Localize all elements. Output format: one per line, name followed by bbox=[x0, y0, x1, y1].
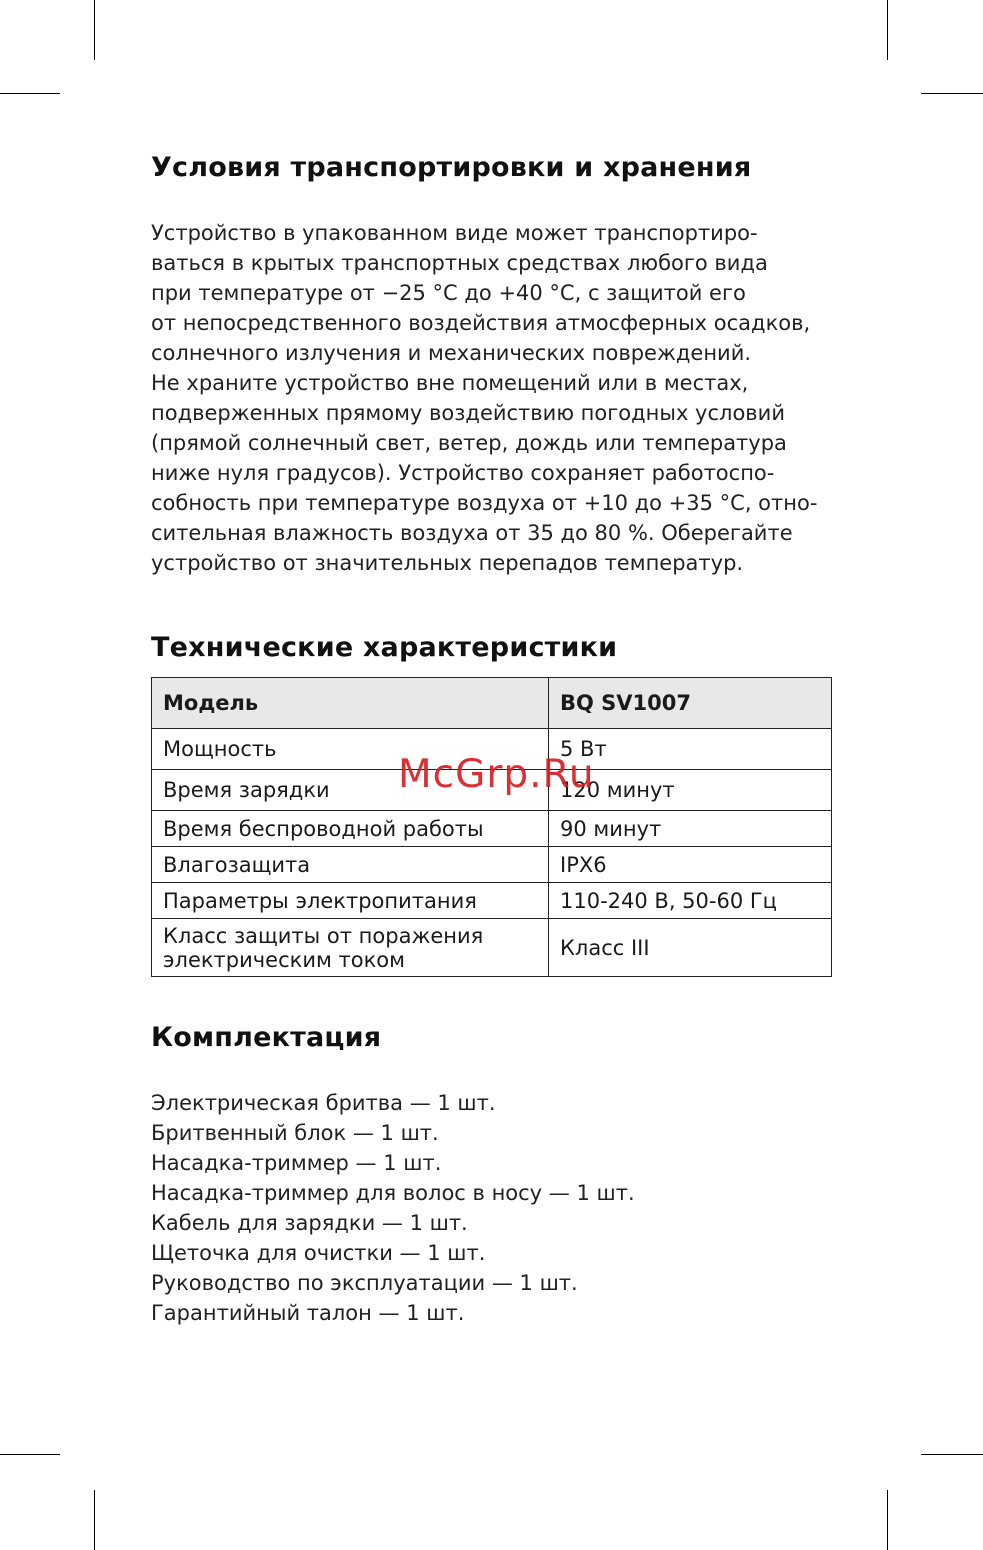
spec-label-cell: Мощность bbox=[152, 729, 549, 770]
storage-line: собность при температуре воздуха от +10 до +35 °С, отно- bbox=[151, 491, 818, 515]
table-row bbox=[152, 811, 832, 847]
crop-mark-left-bottom bbox=[0, 1454, 60, 1455]
list-item: Гарантийный талон — 1 шт. bbox=[151, 1301, 465, 1325]
header-value-cell: BQ SV1007 bbox=[549, 678, 832, 729]
storage-line: подверженных прямому воздействию погодных условий bbox=[151, 401, 785, 425]
crop-mark-right-top bbox=[921, 93, 983, 94]
spec-label-cell: Класс защиты от поражения электрическим током bbox=[152, 919, 549, 977]
storage-line: солнечного излучения и механических повреждений. bbox=[151, 341, 752, 365]
table-row bbox=[152, 883, 832, 919]
storage-line: ниже нуля градусов). Устройство сохраняет работоспо- bbox=[151, 461, 775, 485]
specs-heading: Технические характеристики bbox=[151, 632, 618, 663]
list-item: Электрическая бритва — 1 шт. bbox=[151, 1091, 496, 1115]
spec-value-cell: IPX6 bbox=[549, 847, 832, 883]
table-header-row bbox=[152, 678, 832, 729]
spec-label-cell: Влагозащита bbox=[152, 847, 549, 883]
kit-heading: Комплектация bbox=[151, 1022, 382, 1053]
storage-line: (прямой солнечный свет, ветер, дождь или температура bbox=[151, 431, 787, 455]
crop-mark-top-right bbox=[887, 0, 888, 60]
table-row bbox=[152, 919, 832, 977]
crop-mark-bottom-left bbox=[94, 1490, 95, 1550]
storage-line: Устройство в упакованном виде может транспортиро- bbox=[151, 221, 758, 245]
storage-line: при температуре от −25 °С до +40 °С, с защитой его bbox=[151, 281, 746, 305]
spec-value-cell: 110-240 В, 50-60 Гц bbox=[549, 883, 832, 919]
table-row bbox=[152, 847, 832, 883]
list-item: Насадка-триммер для волос в носу — 1 шт. bbox=[151, 1181, 635, 1205]
list-item: Насадка-триммер — 1 шт. bbox=[151, 1151, 442, 1175]
crop-mark-bottom-right bbox=[887, 1490, 888, 1550]
crop-mark-right-bottom bbox=[921, 1454, 983, 1455]
storage-heading: Условия транспортировки и хранения bbox=[151, 152, 752, 183]
spec-value-cell: 5 Вт bbox=[549, 729, 832, 770]
crop-mark-top-left bbox=[94, 0, 95, 60]
list-item: Бритвенный блок — 1 шт. bbox=[151, 1121, 439, 1145]
spec-label-cell: Время зарядки bbox=[152, 770, 549, 811]
spec-value-cell: 120 минут bbox=[549, 770, 832, 811]
storage-paragraph bbox=[151, 218, 851, 578]
storage-line: ваться в крытых транспортных средствах любого вида bbox=[151, 251, 768, 275]
watermark-text: McGrp.Ru bbox=[398, 752, 595, 797]
kit-list bbox=[151, 1088, 851, 1328]
storage-line: устройство от значительных перепадов температур. bbox=[151, 551, 744, 575]
specs-table bbox=[151, 677, 832, 977]
list-item: Щеточка для очистки — 1 шт. bbox=[151, 1241, 486, 1265]
crop-mark-left-top bbox=[0, 93, 60, 94]
list-item: Руководство по эксплуатации — 1 шт. bbox=[151, 1271, 578, 1295]
spec-label-cell: Время беспроводной работы bbox=[152, 811, 549, 847]
storage-line: Не храните устройство вне помещений или в местах, bbox=[151, 371, 749, 395]
storage-line: от непосредственного воздействия атмосферных осадков, bbox=[151, 311, 811, 335]
storage-line: сительная влажность воздуха от 35 до 80 %. Оберегайте bbox=[151, 521, 793, 545]
spec-label-cell: Параметры электропитания bbox=[152, 883, 549, 919]
spec-value-cell: Класс III bbox=[549, 919, 832, 977]
list-item: Кабель для зарядки — 1 шт. bbox=[151, 1211, 468, 1235]
header-label-cell: Модель bbox=[152, 678, 549, 729]
spec-value-cell: 90 минут bbox=[549, 811, 832, 847]
